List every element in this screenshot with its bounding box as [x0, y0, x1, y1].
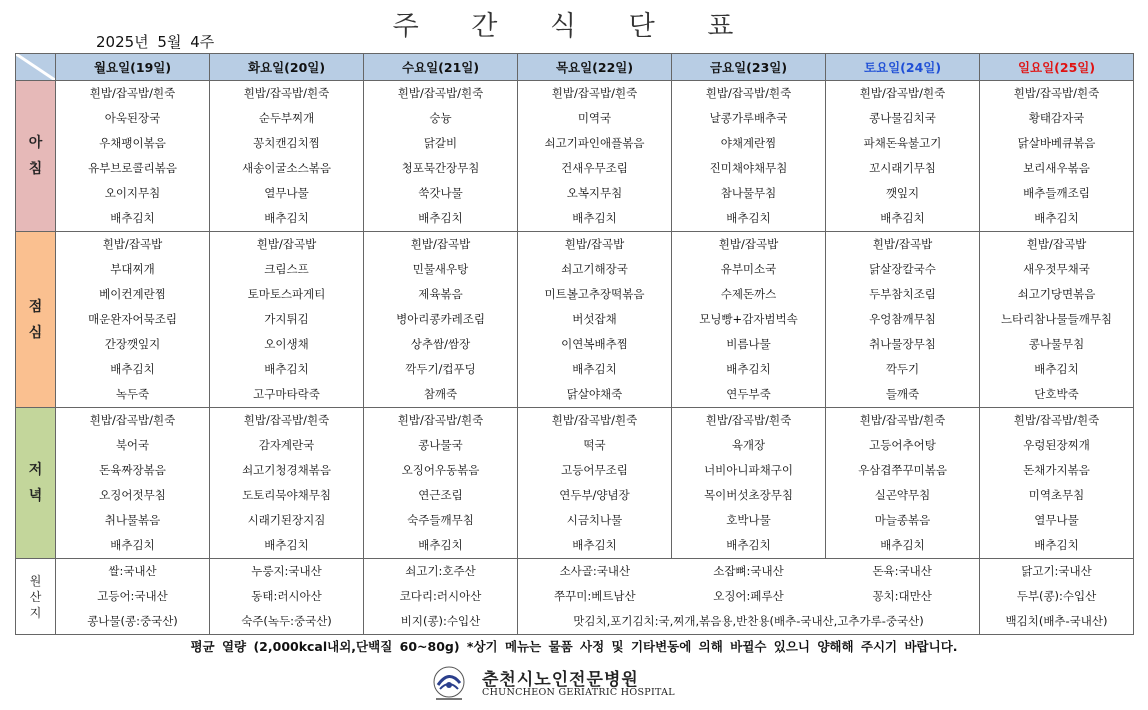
day-header-sun: 일요일(25일): [980, 54, 1134, 81]
lunch-menu-cell: [364, 232, 518, 408]
menu-item: 닭갈비: [423, 136, 458, 150]
hospital-logo-icon: [430, 665, 468, 703]
menu-item: 새송이굴소스볶음: [242, 161, 331, 175]
menu-item: 도토리묵야채무침: [242, 488, 331, 502]
menu-item: 목이버섯초장무침: [704, 488, 793, 502]
menu-item: 매운완자어묵조림: [88, 312, 177, 326]
menu-item: 숭늉: [429, 111, 452, 125]
day-header-mon: 월요일(19일): [56, 54, 210, 81]
origin-item: 숙주(녹두:중국산): [241, 614, 332, 628]
origin-item: 비지(콩):수입산: [400, 614, 481, 628]
lunch-menu-cell: [56, 232, 210, 408]
menu-item: 배추김치: [110, 538, 155, 552]
menu-item: 오복지무침: [566, 186, 623, 200]
origin-label-char: 산: [29, 589, 42, 604]
origin-item: 소잡뼈:국내산: [713, 564, 784, 578]
menu-item: 미역초무침: [1028, 488, 1085, 502]
menu-item: 흰밥/잡곡밥: [564, 237, 625, 251]
menu-item: 배추김치: [726, 211, 771, 225]
menu-item: 깍두기/컵푸딩: [405, 362, 476, 376]
dinner-menu-cell: [672, 408, 826, 559]
menu-item: 숙주들깨무침: [407, 513, 474, 527]
menu-item: 닭살바베큐볶음: [1017, 136, 1096, 150]
breakfast-label-char: 아: [28, 135, 43, 151]
menu-item: 흰밥/잡곡밥/흰죽: [397, 413, 484, 427]
menu-item: 흰밥/잡곡밥/흰죽: [551, 413, 638, 427]
menu-item: 깻잎지: [885, 186, 920, 200]
breakfast-menu-cell: [518, 81, 672, 232]
menu-item: 버섯잡채: [572, 312, 617, 326]
dinner-menu-cell: [56, 408, 210, 559]
menu-item: 배추김치: [726, 538, 771, 552]
menu-item: 배추김치: [1034, 538, 1079, 552]
menu-item: 흰밥/잡곡밥: [1026, 237, 1087, 251]
lunch-label-char: 심: [28, 324, 43, 341]
menu-item: 꽁치캔김치찜: [253, 136, 320, 150]
dinner-label: [16, 408, 56, 559]
origin-item: 콩나물(콩:중국산): [87, 614, 178, 628]
menu-item: 배추김치: [264, 211, 309, 225]
day-header-wed: 수요일(21일): [364, 54, 518, 81]
menu-item: 배추김치: [264, 538, 309, 552]
origin-item: 소사골:국내산: [559, 564, 631, 578]
origin-item: 쭈꾸미:베트남산: [554, 589, 636, 603]
menu-item: 쇠고기청경채볶음: [242, 463, 331, 477]
menu-item: 고구마타락죽: [253, 387, 320, 401]
menu-item: 흰밥/잡곡밥/흰죽: [243, 86, 330, 100]
menu-item: 우렁된장찌개: [1023, 438, 1090, 452]
menu-item: 흰밥/잡곡밥: [410, 237, 471, 251]
lunch-menu-cell: [980, 232, 1134, 408]
menu-item: 배추김치: [880, 211, 925, 225]
lunch-menu-cell: [518, 232, 672, 408]
lunch-menu-cell: [672, 232, 826, 408]
origin-label-char: 원: [29, 573, 42, 588]
origin-item: 꽁치:대만산: [872, 589, 932, 603]
menu-item: 오이지무침: [104, 186, 161, 200]
origin-cell: [210, 559, 364, 635]
menu-item: 두부참치조림: [869, 287, 936, 301]
origin-item: 동태:러시아산: [251, 589, 322, 603]
menu-item: 참깨죽: [423, 387, 458, 401]
menu-item: 상추쌈/쌈장: [410, 337, 471, 351]
dinner-row: [16, 408, 1134, 559]
origin-item: 돈육:국내산: [872, 564, 932, 578]
menu-item: 흰밥/잡곡밥/흰죽: [859, 413, 946, 427]
menu-item: 깍두기: [885, 362, 920, 376]
menu-item: 들깨죽: [885, 387, 920, 401]
menu-item: 간장깻잎지: [104, 337, 161, 351]
week-label: 2025년 5월 4주: [96, 33, 215, 51]
menu-item: 민물새우탕: [412, 262, 469, 276]
menu-item: 느타리참나물들깨무침: [1000, 312, 1113, 326]
lunch-menu-cell: [210, 232, 364, 408]
origin-item: 두부(콩):수입산: [1016, 589, 1097, 603]
hospital-name-english: CHUNCHEON GERIATRIC HOSPITAL: [482, 687, 675, 698]
menu-item: 육개장: [731, 438, 766, 452]
menu-item: 토마토스파게티: [247, 287, 326, 301]
menu-item: 실곤약무침: [874, 488, 931, 502]
origin-item: 코다리:러시아산: [399, 589, 482, 603]
day-header-thu: 목요일(22일): [518, 54, 672, 81]
menu-item: 아욱된장국: [104, 111, 161, 125]
menu-item: 배추김치: [880, 538, 925, 552]
origin-cell: [364, 559, 518, 635]
footer-note: 평균 열량 (2,000kcal내외,단백질 60~80g) *상기 메뉴는 물품 사정 및 기타변동에 의해 바뀔수 있으니 양해해 주시기 바랍니다.: [190, 639, 958, 654]
menu-item: 연두부/양념장: [559, 488, 630, 502]
menu-item: 배추김치: [264, 362, 309, 376]
breakfast-label: [16, 81, 56, 232]
menu-item: 진미채야채무침: [709, 161, 788, 175]
menu-item: 흰밥/잡곡밥: [718, 237, 779, 251]
hospital-name: 춘천시노인전문병원: [482, 670, 639, 690]
menu-item: 가지튀김: [264, 312, 309, 326]
breakfast-menu-cell: [210, 81, 364, 232]
breakfast-menu-cell: [826, 81, 980, 232]
menu-item: 야채계란찜: [720, 136, 777, 150]
menu-item: 배추김치: [1034, 211, 1079, 225]
menu-item: 쇠고기파인애플볶음: [544, 136, 645, 150]
menu-item: 호박나물: [726, 513, 771, 527]
breakfast-menu-cell: [672, 81, 826, 232]
menu-item: 우삼겹쭈꾸미볶음: [858, 463, 947, 477]
menu-item: 크림스프: [264, 262, 309, 276]
menu-item: 흰밥/잡곡밥: [872, 237, 933, 251]
menu-item: 배추들깨조림: [1023, 186, 1090, 200]
menu-item: 새우젓무채국: [1023, 262, 1090, 276]
menu-item: 날콩가루배추국: [709, 111, 788, 125]
menu-item: 감자계란국: [258, 438, 315, 452]
menu-item: 비름나물: [726, 337, 771, 351]
menu-item: 흰밥/잡곡밥/흰죽: [1013, 413, 1100, 427]
menu-item: 배추김치: [110, 362, 155, 376]
menu-item: 고등어추어탕: [869, 438, 936, 452]
menu-item: 꼬시래기무침: [869, 161, 936, 175]
menu-item: 고등어무조림: [561, 463, 628, 477]
origin-item: 백김치(배추-국내산): [1005, 614, 1108, 628]
menu-item: 베이컨계란찜: [99, 287, 166, 301]
menu-item: 쇠고기해장국: [561, 262, 628, 276]
dinner-menu-cell: [518, 408, 672, 559]
menu-item: 배추김치: [726, 362, 771, 376]
menu-item: 흰밥/잡곡밥/흰죽: [89, 86, 176, 100]
menu-item: 흰밥/잡곡밥/흰죽: [243, 413, 330, 427]
menu-item: 떡국: [583, 438, 606, 452]
breakfast-label-char: 침: [28, 161, 43, 177]
origin-item: 쇠고기:호주산: [405, 564, 476, 578]
menu-item: 흰밥/잡곡밥/흰죽: [89, 413, 176, 427]
menu-item: 미트볼고추장떡볶음: [544, 287, 645, 301]
menu-item: 연두부죽: [726, 387, 771, 401]
menu-item: 흰밥/잡곡밥: [102, 237, 163, 251]
menu-item: 배추김치: [418, 211, 463, 225]
origin-cell: [518, 559, 980, 635]
diagonal-divider: [16, 54, 55, 80]
menu-item: 황태감자국: [1028, 111, 1085, 125]
menu-item: 콩나물국: [418, 438, 463, 452]
menu-item: 수제돈까스: [720, 287, 777, 301]
origin-item: 고등어:국내산: [97, 589, 168, 603]
origin-item: 쌀:국내산: [108, 564, 157, 578]
menu-item: 오징어젓무침: [99, 488, 166, 502]
menu-item: 배추김치: [572, 538, 617, 552]
menu-item: 이연복배추찜: [561, 337, 628, 351]
origin-item-kimchi: 맛김치,포기김치:국,찌개,볶음용,반찬용(배추-국내산,고추가루-중국산): [573, 614, 924, 628]
day-header-row: [16, 54, 1134, 81]
menu-item: 쑥갓나물: [418, 186, 463, 200]
menu-item: 보리새우볶음: [1023, 161, 1090, 175]
menu-item: 취나물장무침: [869, 337, 936, 351]
menu-item: 참나물무침: [720, 186, 777, 200]
origin-item: 오징어:페루산: [713, 589, 784, 603]
menu-item: 배추김치: [572, 362, 617, 376]
breakfast-menu-cell: [364, 81, 518, 232]
menu-item: 유부브로콜리볶음: [88, 161, 177, 175]
menu-item: 배추김치: [572, 211, 617, 225]
menu-item: 콩나물무침: [1028, 337, 1085, 351]
menu-item: 모닝빵+감자범벅속: [699, 312, 798, 326]
menu-item: 배추김치: [110, 211, 155, 225]
page-title: 주 간 식 단 표: [392, 11, 756, 42]
menu-item: 돈채가지볶음: [1023, 463, 1090, 477]
menu-item: 순두부찌개: [258, 111, 315, 125]
menu-item: 오징어우동볶음: [401, 463, 480, 477]
menu-item: 흰밥/잡곡밥/흰죽: [859, 86, 946, 100]
menu-item: 미역국: [577, 111, 612, 125]
menu-item: 파채돈육불고기: [863, 136, 942, 150]
menu-item: 북어국: [115, 438, 150, 452]
menu-item: 콩나물김치국: [869, 111, 936, 125]
menu-item: 병아리콩카레조림: [396, 312, 485, 326]
menu-item: 열무나물: [1034, 513, 1079, 527]
menu-item: 닭살야채죽: [566, 387, 623, 401]
origin-item: 닭고기:국내산: [1021, 564, 1092, 578]
menu-item: 마늘종볶음: [874, 513, 931, 527]
menu-item: 취나물볶음: [104, 513, 161, 527]
menu-item: 우채팽이볶음: [99, 136, 166, 150]
menu-item: 부대찌개: [110, 262, 155, 276]
origin-item: 누룽지:국내산: [251, 564, 322, 578]
origin-cell: [56, 559, 210, 635]
day-header-fri: 금요일(23일): [672, 54, 826, 81]
menu-item: 단호박죽: [1034, 387, 1079, 401]
menu-item: 흰밥/잡곡밥/흰죽: [705, 413, 792, 427]
menu-item: 흰밥/잡곡밥/흰죽: [397, 86, 484, 100]
menu-item: 열무나물: [264, 186, 309, 200]
lunch-label: [16, 232, 56, 408]
origin-span-group: [518, 559, 979, 634]
menu-item: 우엉참깨무침: [869, 312, 936, 326]
origin-label-char: 지: [29, 605, 42, 620]
menu-item: 청포묵간장무침: [401, 161, 480, 175]
breakfast-menu-cell: [56, 81, 210, 232]
menu-item: 녹두죽: [115, 387, 150, 401]
menu-item: 건새우무조림: [561, 161, 628, 175]
dinner-menu-cell: [210, 408, 364, 559]
origin-row: [16, 559, 1134, 635]
dinner-menu-cell: [980, 408, 1134, 559]
day-header-tue: 화요일(20일): [210, 54, 364, 81]
menu-item: 시금치나물: [566, 513, 623, 527]
menu-item: 흰밥/잡곡밥: [256, 237, 317, 251]
dinner-menu-cell: [364, 408, 518, 559]
dinner-menu-cell: [826, 408, 980, 559]
menu-item: 쇠고기당면볶음: [1017, 287, 1096, 301]
origin-cell: [980, 559, 1134, 635]
menu-item: 돈육짜장볶음: [99, 463, 166, 477]
dinner-label-char: 저: [28, 462, 43, 478]
menu-item: 흰밥/잡곡밥/흰죽: [1013, 86, 1100, 100]
menu-item: 닭살장칼국수: [869, 262, 936, 276]
dinner-label-char: 녁: [28, 488, 43, 504]
lunch-label-char: 점: [28, 298, 43, 315]
menu-item: 연근조림: [418, 488, 463, 502]
menu-item: 너비아니파채구이: [704, 463, 793, 477]
menu-item: 시래기된장지짐: [247, 513, 326, 527]
lunch-row: [16, 232, 1134, 408]
origin-label: [16, 559, 56, 635]
breakfast-menu-cell: [980, 81, 1134, 232]
breakfast-row: [16, 81, 1134, 232]
menu-item: 배추김치: [418, 538, 463, 552]
menu-item: 유부미소국: [720, 262, 777, 276]
menu-item: 흰밥/잡곡밥/흰죽: [705, 86, 792, 100]
menu-table: [15, 53, 1134, 635]
menu-item: 흰밥/잡곡밥/흰죽: [551, 86, 638, 100]
day-header-sat: 토요일(24일): [826, 54, 980, 81]
menu-item: 오이생채: [264, 337, 309, 351]
menu-item: 배추김치: [1034, 362, 1079, 376]
corner-cell: [16, 54, 56, 81]
menu-item: 제육볶음: [418, 287, 463, 301]
lunch-menu-cell: [826, 232, 980, 408]
